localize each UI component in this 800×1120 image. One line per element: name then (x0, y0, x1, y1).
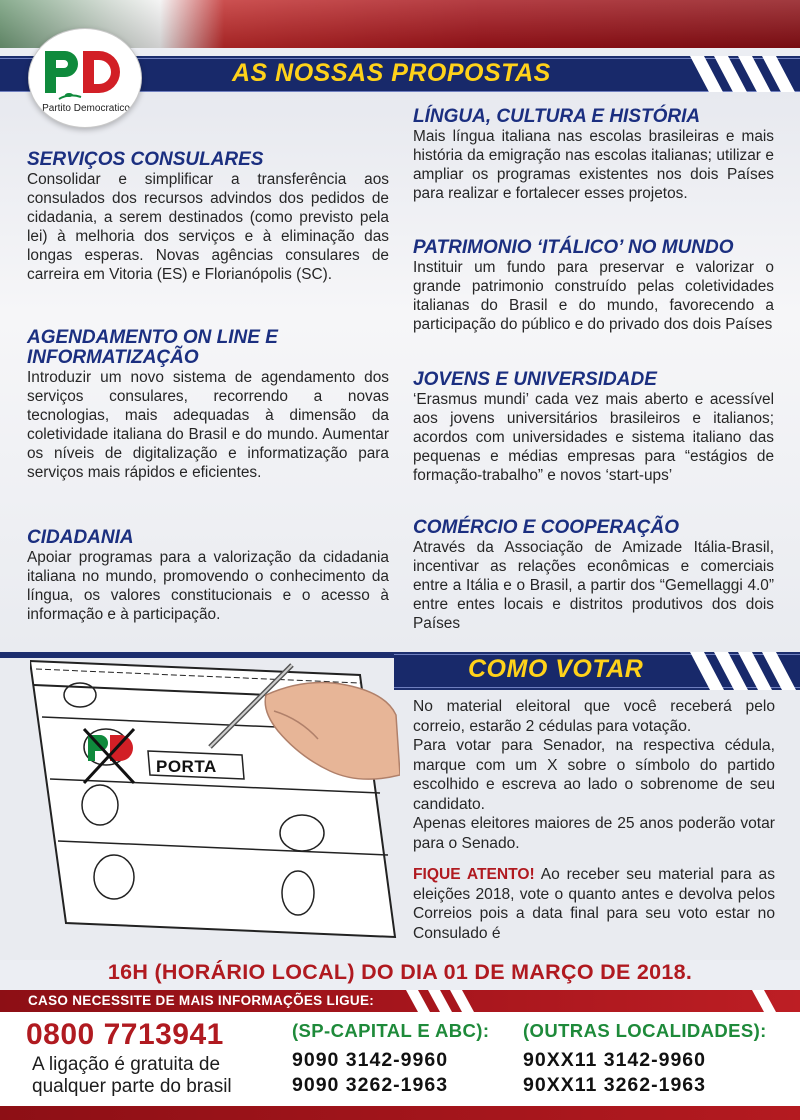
section-heading: SERVIÇOS CONSULARES (27, 149, 264, 170)
contact-band-label: CASO NECESSITE DE MAIS INFORMAÇÕES LIGUE: (28, 993, 375, 1008)
section-heading: CIDADANIA (27, 527, 134, 548)
contact-footer (0, 990, 800, 1120)
proposals-content (0, 92, 800, 650)
section-heading: PATRIMONIO ‘ITÁLICO’ NO MUNDO (413, 237, 734, 258)
section-heading: COMÉRCIO E COOPERAÇÃO (413, 517, 680, 538)
sp-number-2[interactable]: 9090 3262-1963 (292, 1074, 449, 1096)
vote-paragraph: Apenas eleitores maiores de 25 anos poderão votar para o Senado. (413, 815, 775, 852)
stripes-decoration-icon (690, 56, 800, 94)
other-heading: (OUTRAS LOCALIDADES): (523, 1020, 767, 1041)
other-number-1[interactable]: 90XX11 3142-9960 (523, 1049, 706, 1071)
right-column-3 (413, 370, 774, 485)
section-text: ‘Erasmus mundi’ cada vez mais aberto e acessível aos jovens universitários brasileiros e italianos; acordos com universidades e sistema italiano das pequenas e médias empresas para “estágios de formação-trabalho” e novos ‘start-ups’ (413, 391, 774, 484)
stripes-decoration-icon (690, 652, 800, 690)
section-text: Através da Associação de Amizade Itália-Brasil, incentivar as relações econômicas e comerciais entre a Itália e o Brasil, a partir dos “Gemellaggi 4.0” entre entes locais e distritos produtivos dos dois Países (413, 539, 774, 632)
bottom-band (0, 1106, 800, 1120)
proposals-title: AS NOSSAS PROPOSTAS (232, 59, 551, 87)
alert-label: FIQUE ATENTO! (413, 866, 535, 883)
left-column (27, 150, 389, 284)
vote-alert (413, 865, 775, 943)
alert-text: Ao receber seu material para as eleições 2018, vote o quanto antes e devolva pelos Correios pois a data final para seu voto estar no Consulado é (413, 866, 775, 942)
right-column (413, 107, 774, 203)
section-heading: AGENDAMENTO ON LINE E INFORMATIZAÇÃO (27, 327, 278, 368)
section-text: Instituir um fundo para preservar e valorizar o grande patrimonio construído pelas coletividades italianas do Brasil e do mundo, favorecendo a participação do público e do privado dos dois Países (413, 259, 774, 333)
section-text: Mais língua italiana nas escolas brasileiras e mais história da emigração nas escolas italianas; utilizar e ampliar os programas existentes nos dois Países para realizar e fortalecer esses projetos. (413, 128, 774, 202)
sp-number-1[interactable]: 9090 3142-9960 (292, 1049, 449, 1071)
vote-deadline: 16H (HORÁRIO LOCAL) DO DIA 01 DE MARÇO DE 2018. (107, 960, 693, 984)
left-column-3 (27, 528, 389, 624)
logo-party-name: Partito Democratico (42, 103, 130, 114)
other-number-2[interactable]: 90XX11 3262-1963 (523, 1074, 706, 1096)
right-column-4 (413, 518, 774, 633)
section-text: Apoiar programas para a valorização da cidadania italiana no mundo, promovendo o conhecimento da língua, os valores constitucionais e o acesso à informação e à participação. (27, 549, 389, 623)
ballot-candidate-label: PORTA (156, 757, 217, 776)
free-call-line-2: qualquer parte do brasil (32, 1076, 232, 1097)
party-logo (28, 28, 142, 128)
free-call-line-1: A ligação é gratuita de (32, 1054, 221, 1075)
stripes-decoration-icon (406, 990, 786, 1012)
left-column-2 (27, 328, 389, 482)
vote-title: COMO VOTAR (468, 655, 644, 683)
vote-instructions (413, 697, 775, 943)
section-text: Introduzir um novo sistema de agendamento dos serviços consulares, recorrendo a novas tecnologias, mais adequadas à dimensão da coletividade italiana do Brasil e do mundo. Aumentar os níveis de digitalização e informatização para serviços mais rápidos e eficientes. (27, 369, 389, 481)
right-column-2 (413, 238, 774, 334)
phone-number[interactable]: 0800 7713941 (26, 1018, 224, 1051)
vote-paragraph: No material eleitoral que você receberá pelo correio, estarão 2 cédulas para votação. (413, 698, 775, 735)
ballot-illustration (30, 655, 400, 955)
sp-heading: (SP-CAPITAL E ABC): (292, 1020, 490, 1041)
section-text: Consolidar e simplificar a transferência aos consulados dos recursos advindos dos pedidos de cidadania, a serem destinados (como previsto pela lei) à melhoria dos serviços e à eliminação das longas esperas. Novas agências consulares de carreira em Vitoria (ES) e Florianópolis (SC). (27, 171, 389, 283)
vote-paragraph: Para votar para Senador, na respectiva cédula, marque com um X sobre o símbolo do partido escolhido e escreva ao lado o sobrenome de seu candidato. (413, 737, 775, 813)
section-heading: JOVENS E UNIVERSIDADE (413, 369, 657, 390)
section-heading: LÍNGUA, CULTURA E HISTÓRIA (413, 106, 701, 127)
